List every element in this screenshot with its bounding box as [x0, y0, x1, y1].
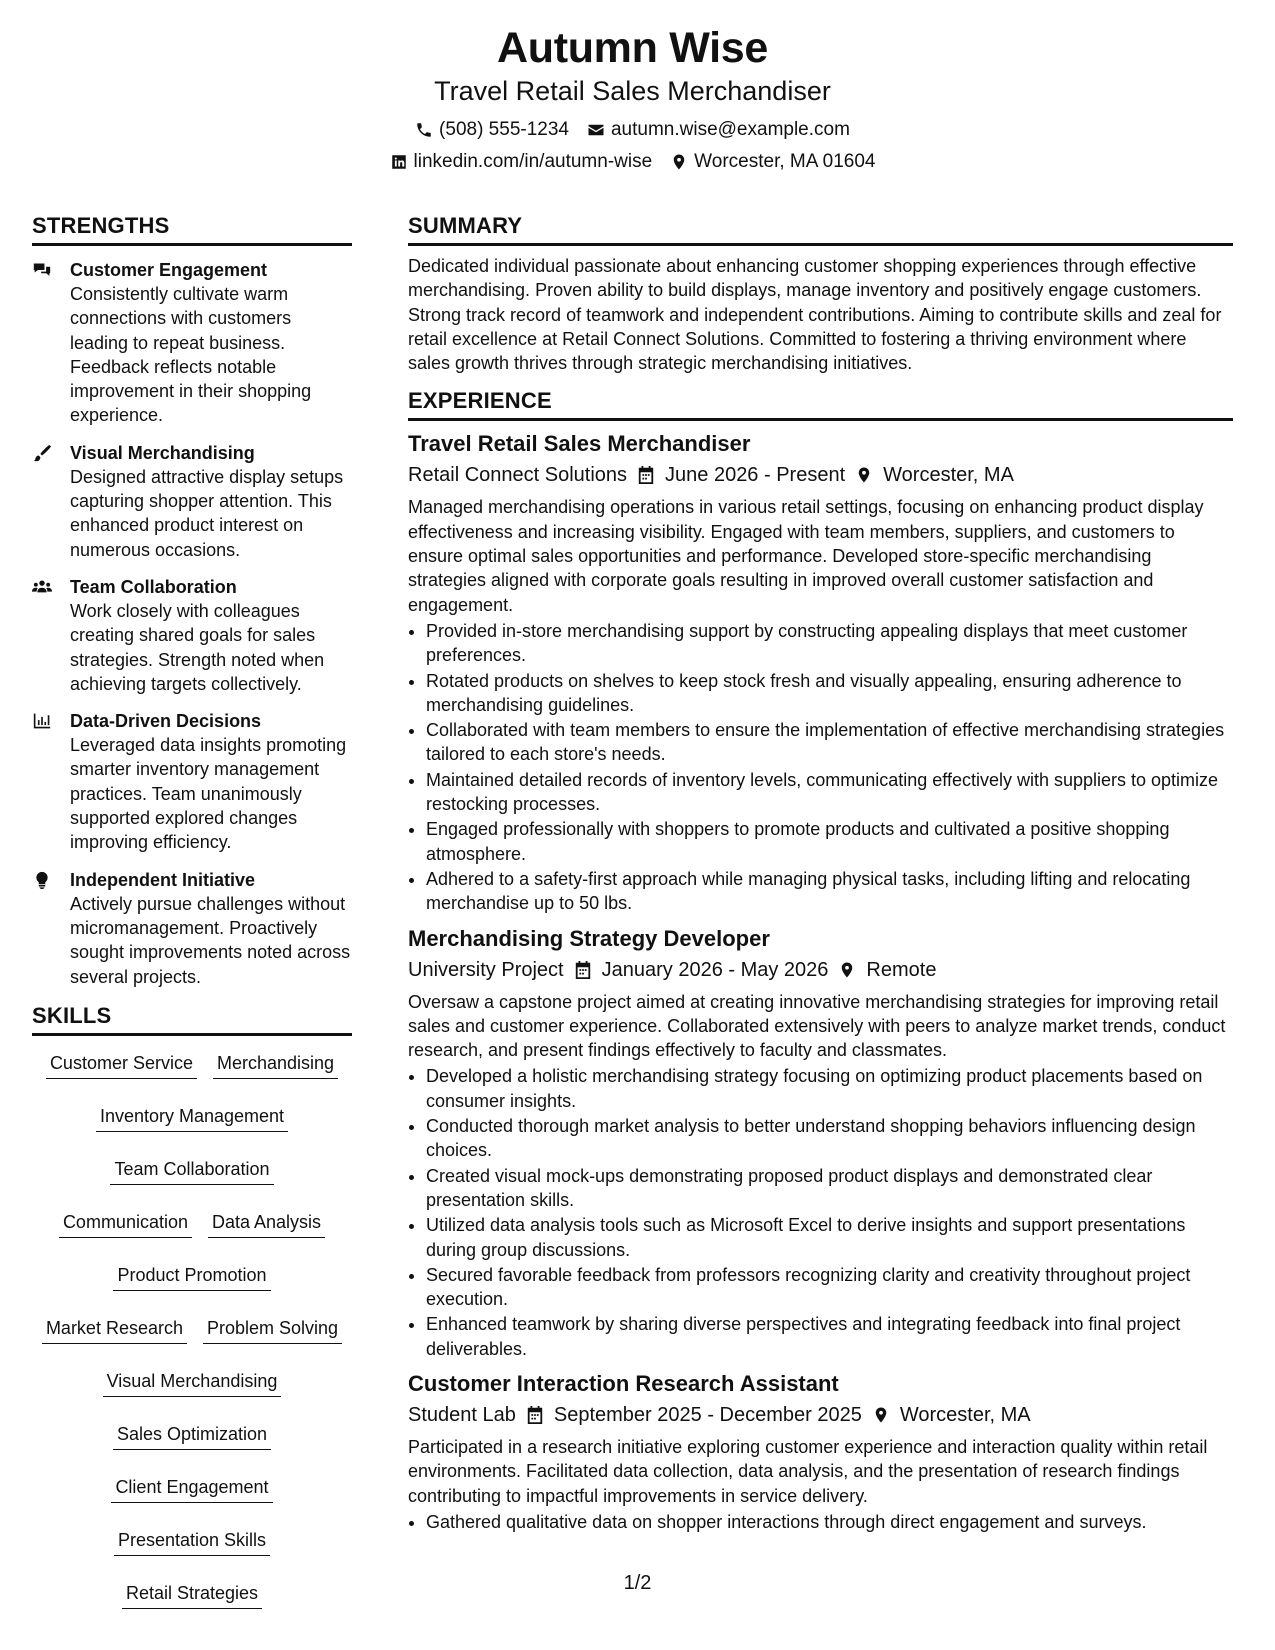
job-bullets: [408, 1064, 1233, 1361]
left-column: [32, 212, 352, 1609]
users-icon: [32, 578, 52, 596]
job-bullet: • Adhered to a safety-first approach while managing physical tasks, including lifting and relocating merchandise up to 50 lbs.: [426, 867, 1233, 916]
paintbrush-icon: [32, 444, 52, 462]
job-bullet: • Rotated products on shelves to keep stock fresh and visually appealing, ensuring adherence to merchandising guidelines.: [426, 669, 1233, 718]
job-description: Oversaw a capstone project aimed at creating innovative merchandising strategies for improving retail sales and customer experience. Collaborated extensively with peers to analyze market trends, conduct research, and present findings effectively to faculty and classmates.: [408, 991, 1226, 1061]
calendar-icon: [574, 960, 592, 980]
job-dates: September 2025 - December 2025: [553, 1403, 862, 1426]
job-bullet: • Secured favorable feedback from professors recognizing clarity and creativity throughout project execution.: [426, 1263, 1233, 1312]
job-meta: [408, 954, 1233, 986]
skills-list: [32, 1050, 352, 1609]
job-bullet: • Provided in-store merchandising support by constructing appealing displays that meet customer preferences.: [426, 619, 1233, 668]
phone-contact[interactable]: [415, 114, 569, 146]
job-dates: June 2026 - Present: [665, 464, 846, 487]
job-title: Travel Retail Sales Merchandiser: [408, 431, 751, 457]
skill-tag: Inventory Management: [96, 1103, 288, 1132]
phone-text: (508) 555-1234: [439, 119, 569, 140]
strength-title: Data-Driven Decisions: [70, 711, 262, 732]
linkedin-text: linkedin.com/in/autumn-wise: [413, 151, 653, 172]
strength-item: [32, 258, 352, 428]
job-bullet: • Developed a holistic merchandising strategy focusing on optimizing product placements based on consumer insights.: [426, 1064, 1233, 1113]
job-company: Retail Connect Solutions: [408, 464, 628, 487]
strength-item: [32, 441, 352, 562]
contact-row-1: [32, 114, 1233, 146]
calendar-icon: [637, 465, 655, 485]
strength-item: [32, 575, 352, 696]
job-description: Managed merchandising operations in various retail settings, focusing on enhancing product display effectiveness and increasing visibility. Engaged with team members, suppliers, and customers to ensure optimal sales opportunities and performance. Developed store-specific merchandising strategies aligned with corporate goals resulting in improved overall customer satisfaction and engagement.: [408, 497, 1204, 615]
strength-desc: Work closely with colleagues creating shared goals for sales strategies. Strength noted when achieving targets collectively.: [70, 600, 325, 694]
resume-columns: [32, 212, 1233, 1609]
linkedin-contact[interactable]: [390, 146, 653, 178]
job-bullet: • Enhanced teamwork by sharing diverse perspectives and integrating feedback into final project deliverables.: [426, 1312, 1233, 1361]
email-text: autumn.wise@example.com: [610, 119, 850, 140]
page-number: 1/2: [623, 1572, 652, 1594]
candidate-title: Travel Retail Sales Merchandiser: [434, 76, 831, 106]
strength-title: Visual Merchandising: [70, 442, 255, 463]
job-title: Customer Interaction Research Assistant: [408, 1370, 839, 1396]
strength-title: Independent Initiative: [70, 869, 256, 890]
skills-heading: SKILLS: [32, 1002, 352, 1036]
strength-desc: Consistently cultivate warm connections with customers leading to repeat business. Feedback reflects notable improvement in their shopping experience.: [70, 284, 312, 426]
job-dates: January 2026 - May 2026: [601, 958, 829, 981]
skill-tag: Sales Optimization: [113, 1421, 271, 1450]
job-bullet: • Conducted thorough market analysis to better understand shopping behaviors influencing design choices.: [426, 1114, 1233, 1163]
location-contact: [670, 146, 875, 178]
candidate-name: Autumn Wise: [496, 24, 769, 72]
strength-desc: Leveraged data insights promoting smarter inventory management practices. Team unanimously supported explored changes improving efficiency.: [70, 735, 347, 853]
skill-tag: Communication: [59, 1209, 192, 1238]
job-entry: [408, 429, 1233, 915]
location-text: Worcester, MA 01604: [694, 151, 876, 172]
job-meta: [408, 1399, 1233, 1431]
resume-header: [32, 22, 1233, 178]
strengths-heading: STRENGTHS: [32, 212, 352, 246]
job-entry: [408, 1369, 1233, 1534]
job-bullet: • Created visual mock-ups demonstrating proposed product displays and demonstrated clear presentation skills.: [426, 1164, 1233, 1213]
phone-icon: [415, 121, 433, 139]
chart-icon: [32, 712, 52, 730]
job-bullets: [408, 1510, 1233, 1534]
strength-item: [32, 709, 352, 854]
summary-heading: SUMMARY: [408, 212, 1233, 246]
contact-row-2: [32, 146, 1233, 178]
map-pin-icon: [838, 960, 856, 980]
strength-title: Customer Engagement: [70, 260, 268, 280]
linkedin-icon: [390, 153, 408, 171]
skill-tag: Customer Service: [46, 1050, 197, 1079]
strength-desc: Actively pursue challenges without micromanagement. Proactively sought improvements noted across several projects.: [70, 893, 351, 987]
job-location: Worcester, MA: [899, 1403, 1031, 1426]
comments-icon: [32, 261, 52, 279]
job-bullet: • Gathered qualitative data on shopper interactions through direct engagement and surveys.: [426, 1510, 1233, 1534]
experience-heading: EXPERIENCE: [408, 387, 1233, 421]
strengths-list: [32, 258, 352, 989]
job-bullet: • Utilized data analysis tools such as Microsoft Excel to derive insights and support presentations during group discussions.: [426, 1213, 1233, 1262]
strength-desc: Designed attractive display setups capturing shopper attention. This enhanced product interest on numerous occasions.: [70, 466, 344, 560]
job-company: Student Lab: [408, 1403, 516, 1426]
map-pin-icon: [855, 465, 873, 485]
skill-tag: Market Research: [42, 1315, 187, 1344]
job-location: Remote: [866, 958, 937, 981]
job-company: University Project: [408, 958, 564, 981]
job-bullet: • Maintained detailed records of inventory levels, communicating effectively with suppliers to optimize restocking processes.: [426, 768, 1233, 817]
skill-tag: Retail Strategies: [122, 1580, 262, 1609]
skill-tag: Visual Merchandising: [103, 1368, 282, 1397]
envelope-icon: [587, 121, 605, 139]
skill-tag: Team Collaboration: [110, 1156, 273, 1185]
skill-tag: Merchandising: [213, 1050, 338, 1079]
job-title: Merchandising Strategy Developer: [408, 925, 770, 951]
lightbulb-icon: [32, 871, 52, 889]
job-bullets: [408, 619, 1233, 916]
strength-item: [32, 868, 352, 989]
job-meta: [408, 459, 1233, 491]
email-contact[interactable]: [587, 114, 850, 146]
skill-tag: Product Promotion: [113, 1262, 270, 1291]
map-pin-icon: [670, 153, 688, 171]
job-entry: [408, 924, 1233, 1361]
skill-tag: Data Analysis: [208, 1209, 325, 1238]
job-bullet: • Collaborated with team members to ensure the implementation of effective merchandising strategies tailored to each store's needs.: [426, 718, 1233, 767]
map-pin-icon: [872, 1405, 890, 1425]
skill-tag: Problem Solving: [203, 1315, 342, 1344]
job-description: Participated in a research initiative exploring customer experience and interaction quality within retail environments. Facilitated data collection, data analysis, and the presentation of research findings contributing to impactful improvements in service delivery.: [408, 1436, 1208, 1506]
job-location: Worcester, MA: [883, 464, 1014, 487]
skill-tag: Presentation Skills: [114, 1527, 270, 1556]
calendar-icon: [526, 1405, 544, 1425]
strength-title: Team Collaboration: [70, 576, 237, 597]
skill-tag: Client Engagement: [111, 1474, 272, 1503]
job-bullet: • Engaged professionally with shoppers to promote products and cultivated a positive shopping atmosphere.: [426, 817, 1233, 866]
right-column: [408, 212, 1233, 1609]
summary-text: Dedicated individual passionate about enhancing customer shopping experiences through effective merchandising. Proven ability to build displays, manage inventory and positively engage customers. Strong track record of teamwork and independent contributions. Aiming to contribute skills and zeal for retail excellence at Retail Connect Solutions. Committed to fostering a thriving environment where sales growth thrives through strategic merchandising initiatives.: [408, 256, 1222, 374]
